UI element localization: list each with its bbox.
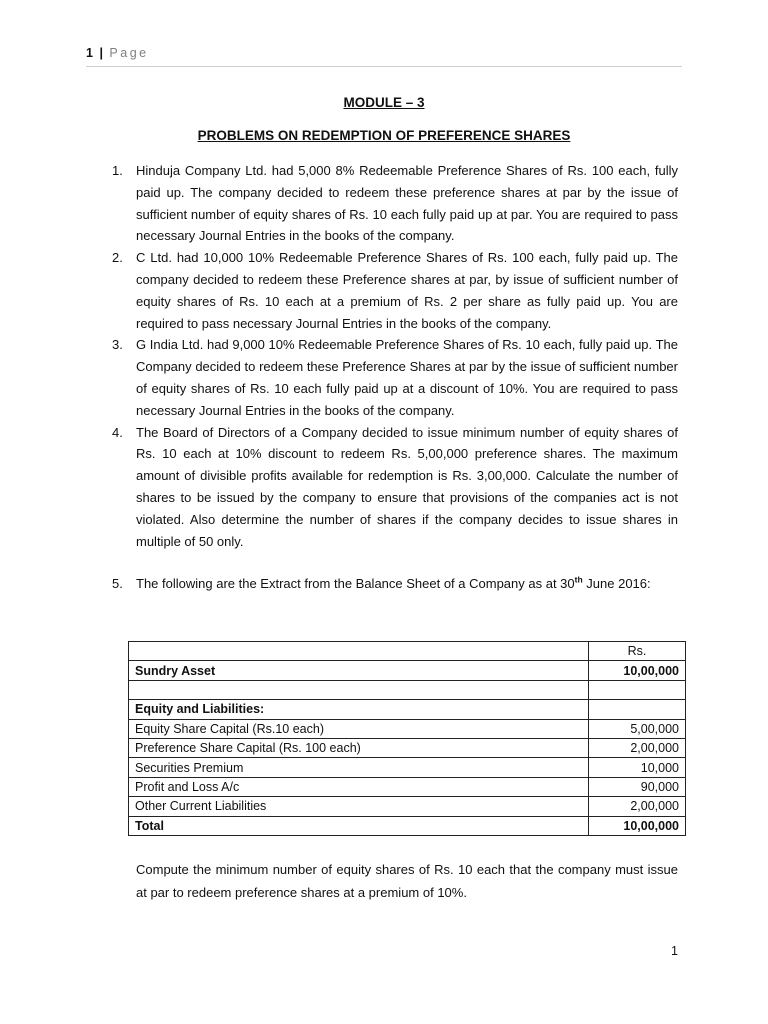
problem-number: 2.: [112, 250, 123, 266]
problem-number: 3.: [112, 337, 123, 353]
header-separator: |: [99, 46, 104, 60]
problem-list: [108, 160, 678, 595]
problem-text-start: The following are the Extract from the Balance Sheet of a Company as at 30: [136, 576, 575, 592]
row-label: Profit and Loss A/c: [129, 777, 589, 796]
table-cell-empty: [129, 642, 589, 661]
table-row: [129, 661, 686, 680]
section-title: PROBLEMS ON REDEMPTION OF PREFERENCE SHARES: [197, 128, 571, 143]
table-cell-empty: [589, 700, 686, 719]
total-value: 10,00,000: [589, 816, 686, 835]
ordinal-superscript: th: [574, 575, 583, 586]
header-page-word: Page: [109, 46, 149, 60]
problem-item: [108, 573, 678, 595]
table-row: [129, 777, 686, 796]
table-row: [129, 700, 686, 719]
row-label: Equity Share Capital (Rs.10 each): [129, 719, 589, 738]
row-value: 2,00,000: [589, 738, 686, 757]
problem-item: [108, 422, 678, 553]
problem-text: [136, 576, 651, 591]
footer-page-number: 1: [671, 944, 678, 958]
problem-number: 4.: [112, 424, 123, 440]
row-value: 5,00,000: [589, 719, 686, 738]
problem-text: The Board of Directors of a Company decided to issue minimum number of equity shares of Rs. 10 each at 10% discount to redeem Rs. 5,00,000 preference shares. The maximum amount of divisible profits available for redemption is Rs. 3,00,000. Calculate the number of shares to be issued by the company to ensure that provisions of the companies act is not violated. Also determine the number of shares if the company decides to issue shares in multiple of 50 only.: [136, 424, 678, 549]
compute-instruction: Compute the minimum number of equity shares of Rs. 10 each that the company must issue at par to redeem preference shares at a premium of 10%.: [136, 862, 678, 900]
table-cell-empty: [589, 680, 686, 699]
row-label: Preference Share Capital (Rs. 100 each): [129, 738, 589, 757]
row-value: 2,00,000: [589, 797, 686, 816]
sundry-asset-label: Sundry Asset: [129, 661, 589, 680]
problem-text: Hinduja Company Ltd. had 5,000 8% Redeemable Preference Shares of Rs. 100 each, fully paid up. The company decided to redeem these preference shares at par by the issue of sufficient number of equity shares of Rs. 10 each fully paid up at par. You are required to pass necessary Journal Entries in the books of the company.: [136, 163, 678, 244]
table-row: [129, 719, 686, 738]
currency-header: Rs.: [589, 642, 686, 661]
table-header-row: [129, 642, 686, 661]
equity-heading: Equity and Liabilities:: [129, 700, 589, 719]
problem-item: [108, 160, 678, 247]
problem-item: [108, 334, 678, 421]
table-row: [129, 758, 686, 777]
total-label: Total: [129, 816, 589, 835]
problem-number: 1.: [112, 163, 123, 178]
row-label: Other Current Liabilities: [129, 797, 589, 816]
problem-item: [108, 247, 678, 334]
problem-number: 5.: [112, 576, 123, 592]
row-value: 10,000: [589, 758, 686, 777]
sundry-asset-value: 10,00,000: [589, 661, 686, 680]
problem-text: C Ltd. had 10,000 10% Redeemable Preference Shares of Rs. 100 each, fully paid up. The company decided to redeem these Preference shares at par, by issue of sufficient number of equity shares of Rs. 10 each at a premium of Rs. 2 per share as fully paid up. You are required to pass necessary Journal Entries in the books of the company.: [136, 250, 678, 331]
module-title: MODULE – 3: [343, 95, 425, 110]
balance-sheet-table: [128, 641, 686, 836]
row-value: 90,000: [589, 777, 686, 796]
table-row-blank: [129, 680, 686, 699]
table-row: [129, 797, 686, 816]
table-row: [129, 738, 686, 757]
row-label: Securities Premium: [129, 758, 589, 777]
table-total-row: [129, 816, 686, 835]
page-header: [86, 46, 682, 67]
problem-text-end: June 2016:: [582, 576, 651, 592]
problem-text: G India Ltd. had 9,000 10% Redeemable Preference Shares of Rs. 10 each, fully paid up. The Company decided to redeem these Preference Shares at par by the issue of sufficient number of equity shares of Rs. 10 each fully paid up at a discount of 10%. You are required to pass necessary Journal Entries in the books of the company.: [136, 337, 678, 418]
header-page-number: 1: [86, 46, 94, 60]
table-cell-empty: [129, 680, 589, 699]
